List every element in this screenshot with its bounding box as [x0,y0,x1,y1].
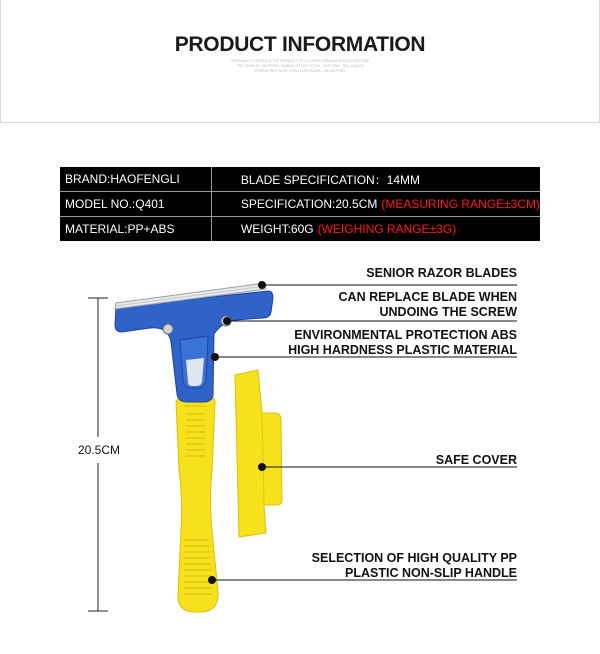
spec-size-note: (MEASURING RANGE±3CM) [381,197,540,211]
callout-safe-cover: SAFE COVER [435,453,517,467]
page-title: PRODUCT INFORMATION [174,33,426,56]
spec-model: MODEL NO.:Q401 [60,192,212,217]
callout-razor-blades: SENIOR RAZOR BLADES [366,266,517,280]
safe-cover [235,370,282,537]
spec-brand: BRAND:HAOFENGLI [60,167,212,192]
subnote-line: PERSON BUT ALSO OPEN PURCHASED THE BUTTON [255,69,345,73]
callout-handle: SELECTION OF HIGH QUALITY PP PLASTIC NON-SLIP HANDLE [311,551,517,580]
spec-weight-note: (WEIGHING RANGE±3G) [317,222,457,236]
spec-weight-text: WEIGHT:60G [240,222,314,236]
spec-blade-text: BLADE SPECIFICATION：14MM [240,172,421,187]
callout-abs-material: ENVIRONMENTAL PROTECTION ABS HIGH HARDNESS PLASTIC MATERIAL [288,328,517,357]
spec-material: MATERIAL:PP+ABS [60,217,212,241]
dimension-label: 20.5CM [78,443,121,457]
callout-replace-blade: CAN REPLACE BLADE WHEN UNDOING THE SCREW [338,290,517,319]
screw [163,324,173,334]
subnote-line: THE MARK OF ANOTHER CHANGE OF LIFE STYLE , NOT ONLY TELLS EACH [236,64,364,68]
subnote-line: ORIGINALITY DESIGN IS THE PRODUCT OF CLOTHING BRANDS SHOULD BECOME [230,59,370,63]
spec-size-text: SPECIFICATION:20.5CM [240,197,378,211]
